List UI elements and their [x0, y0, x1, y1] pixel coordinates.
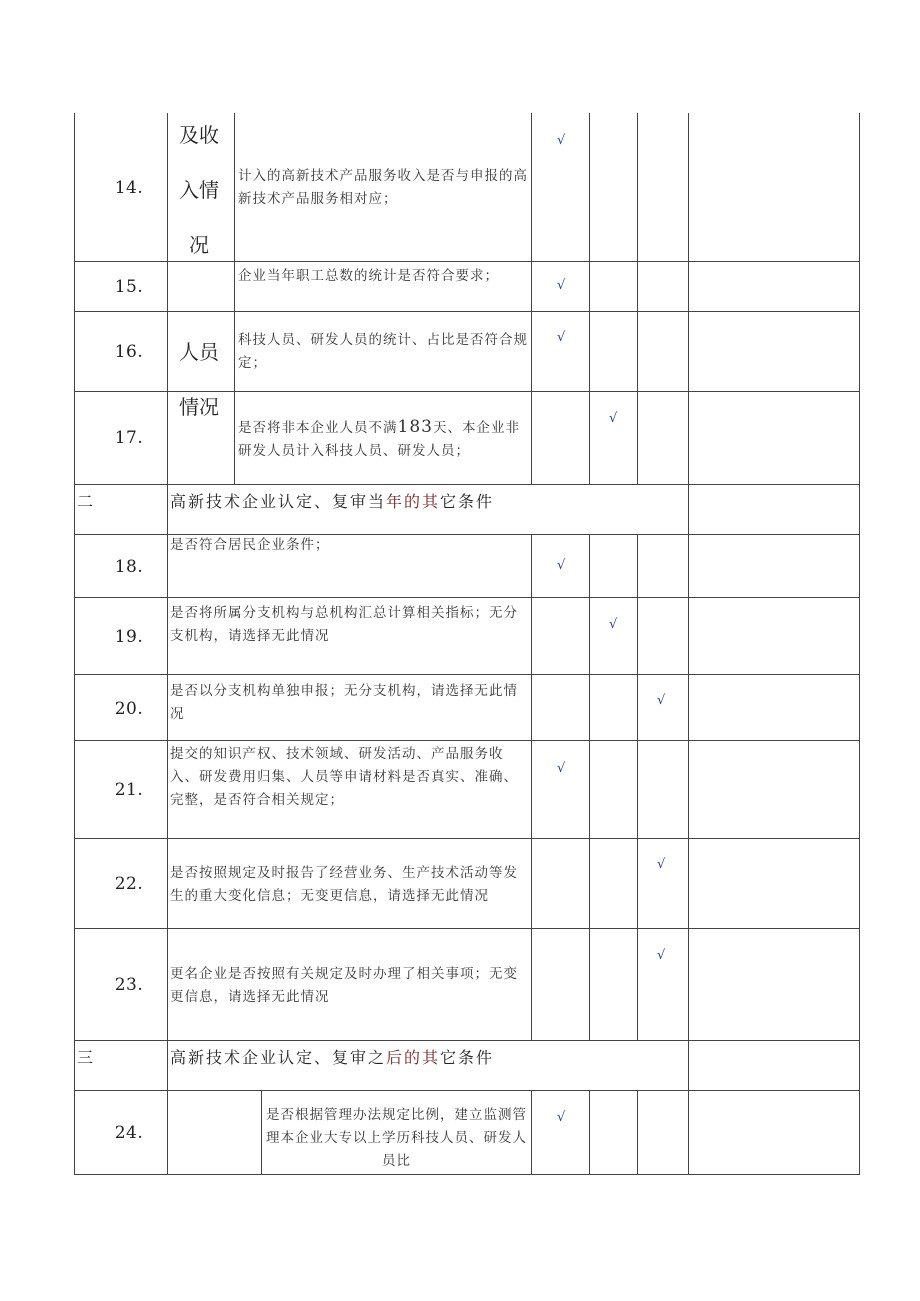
row-text: 更名企业是否按照有关规定及时办理了相关事项；无变更信息，请选择无此情况 [170, 966, 518, 1005]
row-text: 是否以分支机构单独申报；无分支机构，请选择无此情况 [170, 683, 518, 722]
table-rule [688, 113, 689, 1175]
section-title-part: 高新技术企业认定、复审之 [170, 1048, 387, 1067]
check-mark: √ [557, 558, 566, 573]
table-rule [589, 534, 590, 1041]
check-mark: √ [609, 617, 618, 632]
row-text [238, 416, 528, 463]
table-rule [74, 484, 860, 485]
category-label: 人员 [179, 340, 219, 364]
table-rule [859, 113, 860, 1175]
table-rule [531, 534, 532, 1041]
table-rule [637, 1090, 638, 1175]
section-title-part: 高新技术企业认定、复审当 [170, 492, 387, 511]
row-number: 24. [114, 1123, 144, 1143]
table-rule [531, 113, 532, 485]
category-label: 况 [189, 233, 209, 257]
section-title [170, 489, 494, 512]
row-text-number: 183 [397, 417, 433, 437]
row-text: 是否符合居民企业条件； [170, 537, 330, 553]
row-number: 23. [114, 975, 144, 995]
check-mark: √ [557, 1110, 566, 1125]
check-mark: √ [557, 330, 566, 345]
category-label: 及收 [179, 123, 219, 147]
check-mark: √ [557, 761, 566, 776]
section-title [170, 1045, 494, 1068]
table-rule [74, 1090, 860, 1091]
section-title-highlight: 后的 [386, 1048, 423, 1067]
check-mark: √ [657, 857, 666, 872]
row-text-part: 天、本企业非研发人员计入科技人员、研发人员； [238, 420, 520, 459]
section-title-highlight: 年的 [386, 492, 423, 511]
row-number: 17. [114, 428, 144, 448]
table-rule [74, 261, 860, 262]
table-rule [74, 597, 860, 598]
row-text: 企业当年职工总数的统计是否符合要求； [238, 268, 499, 284]
row-number: 14. [114, 178, 144, 198]
table-rule [637, 534, 638, 1041]
section-title-part: 它条件 [440, 492, 495, 511]
section-title-highlight: 其 [422, 492, 441, 511]
row-number: 15. [114, 277, 144, 297]
row-number: 21. [114, 780, 144, 800]
row-text: 是否根据管理办法规定比例，建立监测管理本企业大专以上学历科技人员、研发人员比 [266, 1107, 527, 1169]
table-rule [74, 740, 860, 741]
check-mark: √ [657, 693, 666, 708]
row-text: 提交的知识产权、技术领域、研发活动、产品服务收入、研发费用归集、人员等申请材料是否真实、准确、完整，是否符合相关规定； [170, 746, 518, 808]
section-title-part: 它条件 [440, 1048, 495, 1067]
row-text: 是否按照规定及时报告了经营业务、生产技术活动等发生的重大变化信息；无变更信息，请选择无此情况 [170, 865, 518, 904]
check-mark: √ [609, 411, 618, 426]
table-rule [589, 1090, 590, 1175]
table-rule [74, 674, 860, 675]
table-rule [261, 1090, 262, 1175]
row-number: 20. [114, 699, 144, 719]
row-number: 16. [114, 342, 144, 362]
section-number: 三 [77, 1048, 96, 1067]
row-text-part: 是否将非本企业人员不满 [238, 420, 398, 436]
row-number: 18. [114, 557, 144, 577]
table-rule [74, 1174, 860, 1175]
check-mark: √ [657, 948, 666, 963]
table-rule [74, 1040, 860, 1041]
table-rule [589, 113, 590, 485]
table-rule [531, 1090, 532, 1175]
table-rule [74, 928, 860, 929]
row-text: 是否将所属分支机构与总机构汇总计算相关指标；无分支机构，请选择无此情况 [170, 605, 518, 644]
row-number: 19. [114, 627, 144, 647]
row-number: 22. [114, 874, 144, 894]
row-text: 计入的高新技术产品服务收入是否与申报的高新技术产品服务相对应； [238, 168, 528, 207]
check-mark: √ [557, 133, 566, 148]
table-rule [74, 838, 860, 839]
table-rule [74, 311, 860, 312]
category-label: 情况 [179, 395, 219, 419]
table-rule [637, 113, 638, 485]
section-number: 二 [77, 492, 96, 511]
table-rule [74, 113, 75, 1175]
category-label: 入情 [179, 178, 219, 202]
table-rule [234, 113, 235, 485]
row-text: 科技人员、研发人员的统计、占比是否符合规定； [238, 332, 528, 371]
check-mark: √ [557, 278, 566, 293]
section-title-highlight: 其 [422, 1048, 441, 1067]
